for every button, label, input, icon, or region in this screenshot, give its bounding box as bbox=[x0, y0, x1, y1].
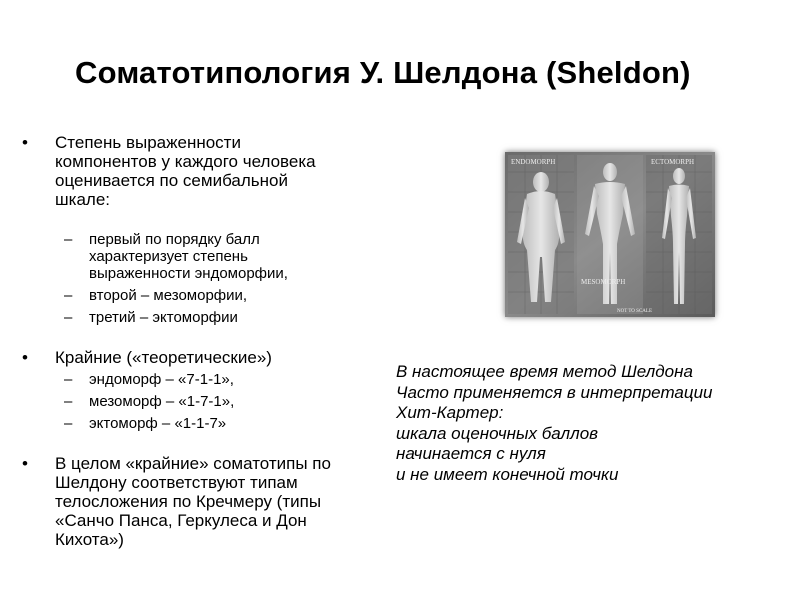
bullet-line: Крайние («теоретические») bbox=[55, 348, 272, 367]
sub-item-endomorph bbox=[22, 371, 392, 388]
note-line: Часто применяется в интерпретации bbox=[396, 382, 713, 402]
dash-marker: – bbox=[64, 309, 73, 326]
sub-item-first-score bbox=[22, 231, 392, 282]
bullet-marker: • bbox=[22, 454, 28, 473]
sub-item-mesomorph bbox=[22, 393, 392, 410]
sub-line: эктоморф – «1-1-7» bbox=[89, 415, 227, 432]
bullet-line: компонентов у каждого человека bbox=[55, 152, 316, 171]
dash-marker: – bbox=[64, 393, 73, 410]
bullet-extreme-types bbox=[22, 348, 392, 367]
bullet-line: Степень выраженности bbox=[55, 133, 241, 152]
sub-item-ectomorph bbox=[22, 415, 392, 432]
bullet-line: Кихота») bbox=[55, 530, 124, 549]
endomorph-label: ENDOMORPH bbox=[511, 158, 556, 166]
sub-line: характеризует степень bbox=[89, 248, 248, 265]
sub-line: третий – эктоморфии bbox=[89, 309, 238, 326]
bullet-marker: • bbox=[22, 348, 28, 367]
bullet-line: В целом «крайние» соматотипы по bbox=[55, 454, 331, 473]
sub-line: выраженности эндоморфии, bbox=[89, 265, 288, 282]
scale-note: NOT TO SCALE bbox=[617, 309, 653, 314]
ectomorph-label: ECTOMORPH bbox=[651, 158, 695, 166]
bullet-scale-description bbox=[22, 133, 392, 209]
sub-list-extremes bbox=[22, 371, 392, 432]
note-line: начинается с нуля bbox=[396, 444, 546, 463]
bullet-marker: • bbox=[22, 133, 28, 152]
sub-line: мезоморф – «1-7-1», bbox=[89, 393, 235, 410]
dash-marker: – bbox=[64, 287, 73, 304]
bullet-line: шкале: bbox=[55, 190, 111, 209]
heath-carter-note bbox=[396, 362, 796, 485]
somatotype-illustration bbox=[505, 152, 715, 317]
sub-item-second-score bbox=[22, 287, 392, 304]
note-line: В настоящее время метод Шелдона bbox=[396, 362, 693, 381]
bullet-line: «Санчо Панса, Геркулеса и Дон bbox=[55, 511, 307, 530]
note-line: и не имеет конечной точки bbox=[396, 464, 619, 484]
bullet-line: Шелдону соответствуют типам bbox=[55, 473, 298, 492]
slide-title: Соматотипология У. Шелдона (Sheldon) bbox=[75, 55, 691, 90]
note-line: Хит-Картер: bbox=[396, 403, 504, 422]
sub-line: эндоморф – «7-1-1», bbox=[89, 371, 234, 388]
dash-marker: – bbox=[64, 231, 73, 248]
left-column bbox=[22, 133, 392, 549]
dash-marker: – bbox=[64, 371, 73, 388]
bullet-line: телосложения по Кречмеру (типы bbox=[55, 492, 322, 511]
sub-item-third-score bbox=[22, 309, 392, 326]
bullet-kretschmer-comparison bbox=[22, 454, 392, 549]
sub-line: второй – мезоморфии, bbox=[89, 287, 248, 304]
dash-marker: – bbox=[64, 415, 73, 432]
mesomorph-label: MESOMORPH bbox=[581, 278, 626, 286]
note-line: шкала оценочных баллов bbox=[396, 423, 599, 443]
somatotype-photo bbox=[505, 152, 715, 317]
sub-line: первый по порядку балл bbox=[89, 231, 260, 248]
sub-list-scores bbox=[22, 231, 392, 326]
bullet-line: оценивается по семибальной bbox=[55, 171, 288, 190]
